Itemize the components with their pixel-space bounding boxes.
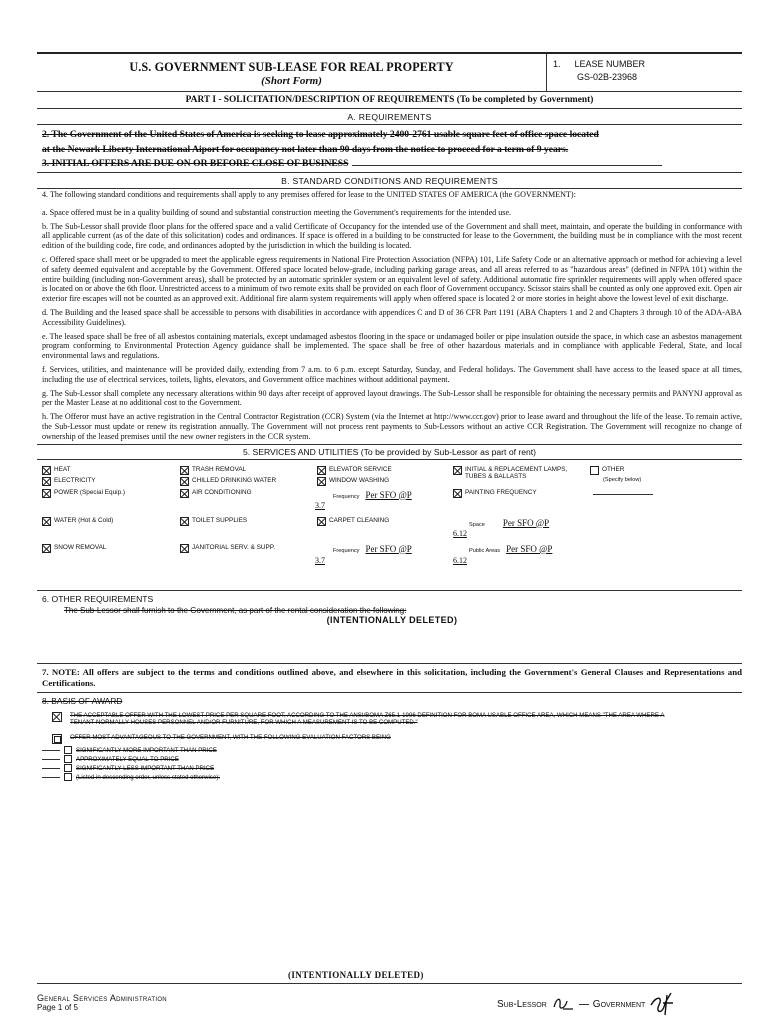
sub-lessor-label: Sub-Lessor — [497, 998, 547, 1010]
water-option[interactable] — [42, 517, 113, 526]
section-6-line: The Sub-Lessor shall furnish to the Government, as part of the rental consideration the following: — [64, 605, 407, 615]
snow-option[interactable] — [42, 544, 106, 553]
sub-option-listed[interactable] — [42, 773, 742, 782]
best-value-text: OFFER MOST ADVANTAGEOUS TO THE GOVERNMENT, WITH THE FOLLOWING EVALUATION FACTORS BEING — [70, 733, 391, 741]
requirement-3 — [37, 156, 742, 172]
space-value: Per SFO @P — [502, 517, 550, 528]
lease-form — [37, 52, 742, 782]
painting-public — [469, 544, 552, 554]
para-e: e. The leased space shall be free of all asbestos containing materials, except undamaged asbestos flooring in the space or undamaged boiler or pipe insulation outside the space, in which case an asbestos management program conforming to Environmental Protection Agency guidance shall be implemented. The space shall be free of other hazardous materials and in compliance with applicable Federal, State, and local environmental laws and regulations. — [42, 331, 742, 361]
listed-checkbox[interactable] — [64, 773, 72, 781]
other-checkbox[interactable] — [590, 466, 599, 475]
window-option[interactable] — [317, 477, 389, 486]
painting-checkbox[interactable] — [453, 489, 462, 498]
public-areas-value: Per SFO @P — [506, 543, 553, 554]
lease-number-box — [546, 54, 742, 91]
other-label: OTHER — [602, 465, 625, 473]
footer-left — [37, 993, 167, 1012]
best-value-checkbox[interactable] — [52, 734, 62, 744]
janitorial-option[interactable] — [180, 544, 275, 553]
other-specify-line[interactable] — [593, 494, 653, 495]
aircon-option[interactable] — [180, 489, 252, 498]
para-g: g. The Sub-Lessor shall complete any necessary alterations within 90 days after receipt of approved layout drawings. The Sub-Lessor shall be responsible for obtaining the necessary permits and PANYNJ approval as per the Master Lease at no additional cost to the Government. — [42, 388, 742, 408]
equal-text: APPROXIMATELY EQUAL TO PRICE — [76, 755, 179, 763]
janitorial-checkbox[interactable] — [180, 544, 189, 553]
requirement-2-line2: at the Newark Liberty International Aiport for occupancy not later than 90 days from the notice to proceed for a term of 9 years. — [42, 144, 569, 155]
chilled-water-label: CHILLED DRINKING WATER — [192, 476, 277, 484]
lamps-option[interactable] — [453, 466, 585, 481]
carpet-frequency-label: Frequency — [333, 547, 360, 554]
carpet-frequency — [333, 544, 412, 554]
section-8-title: 8. BASIS OF AWARD — [42, 695, 123, 706]
painting-space — [469, 518, 549, 528]
para-a: a. Space offered must be in a quality building of sound and substantial construction meeting the Government's requirements for the intended use. — [42, 207, 512, 217]
public-areas-label: Public Areas — [469, 547, 501, 554]
form-title: U.S. GOVERNMENT SUB-LEASE FOR REAL PROPERTY — [129, 60, 454, 74]
section-7-note: 7. NOTE: All offers are subject to the terms and conditions outlined above, and elsewhere in this solicitation, including the Government's General Clauses and Representations and Certifications. — [37, 663, 742, 692]
window-checkbox[interactable] — [317, 477, 326, 486]
footer-rule — [37, 983, 742, 984]
equal-checkbox[interactable] — [64, 755, 72, 763]
less-important-checkbox[interactable] — [64, 764, 72, 772]
lamps-checkbox[interactable] — [453, 466, 462, 475]
lease-number-value: GS-02B-23968 — [577, 72, 638, 82]
para-d: d. The Building and the leased space shall be accessible to persons with disabilities in accordance with appendices C and D of 36 CFR Part 1191 (ABA Chapters 1 and 2 and Chapters 3 through 10 of the ADA-ABA Accessibility Guidelines). — [42, 307, 742, 327]
carpet-label: CARPET CLEANING — [329, 516, 390, 524]
elevator-label: ELEVATOR SERVICE — [329, 465, 392, 473]
part1-heading: PART I - SOLICITATION/DESCRIPTION OF REQUIREMENTS (To be completed by Government) — [37, 92, 742, 109]
more-important-text: SIGNIFICANTLY MORE IMPORTANT THAN PRICE — [76, 746, 217, 754]
form-header — [37, 52, 742, 92]
other-option[interactable] — [590, 466, 624, 475]
less-important-text: SIGNIFICANTLY LESS IMPORTANT THAN PRICE — [76, 764, 215, 772]
para-f: f. Services, utilities, and maintenance will be provided daily, extending from 7 a.m. to 6 p.m. except Saturday, Sunday, and Federal holidays. The Government shall have access to the leased space at all times, including the use of electrical services, toilets, lights, elevators, and Government office machines without additional payment. — [42, 364, 742, 384]
aircon-label: AIR CONDITIONING — [192, 488, 252, 496]
lease-number-index: 1. — [553, 59, 561, 69]
sub-option-equal[interactable] — [42, 755, 742, 764]
carpet-ref: 3.7 — [315, 555, 325, 565]
other-note: (Specify below) — [603, 476, 642, 483]
heat-checkbox[interactable] — [42, 466, 51, 475]
painting-label: PAINTING FREQUENCY — [465, 488, 537, 496]
section-5-heading: 5. SERVICES AND UTILITIES (To be provided by Sub-Lessor as part of rent) — [37, 444, 742, 460]
trash-option[interactable] — [180, 466, 246, 475]
para-4: 4. The following standard conditions and requirements shall apply to any premises offered for lease to the UNITED STATES OF AMERICA (the GOVERNMENT): — [42, 190, 576, 199]
public-ref: 6.12 — [453, 555, 467, 565]
electricity-checkbox[interactable] — [42, 477, 51, 486]
award-option-lowest-price[interactable] — [42, 712, 742, 727]
window-frequency-value: Per SFO @P — [365, 489, 412, 500]
water-label: WATER (Hot & Cold) — [54, 516, 114, 524]
elevator-checkbox[interactable] — [317, 466, 326, 475]
water-checkbox[interactable] — [42, 517, 51, 526]
space-label: Space — [469, 521, 485, 528]
footer-page: Page 1 of 5 — [37, 1003, 78, 1012]
toilet-option[interactable] — [180, 517, 247, 526]
footer-agency: General Services Administration — [37, 993, 167, 1003]
carpet-option[interactable] — [317, 517, 389, 526]
section-6-deleted: (INTENTIONALLY DELETED) — [326, 614, 458, 625]
aircon-checkbox[interactable] — [180, 489, 189, 498]
toilet-checkbox[interactable] — [180, 517, 189, 526]
requirement-3-text: 3. INITIAL OFFERS ARE DUE ON OR BEFORE CLOSE OF BUSINESS — [42, 158, 349, 169]
chilled-water-checkbox[interactable] — [180, 477, 189, 486]
section-6-title: 6. OTHER REQUIREMENTS — [42, 593, 154, 604]
elevator-option[interactable] — [317, 466, 392, 475]
heat-label: HEAT — [54, 465, 71, 473]
power-checkbox[interactable] — [42, 489, 51, 498]
services-grid — [37, 460, 742, 590]
para-b: b. The Sub-Lessor shall provide floor plans for the offered space and a valid Certificate of Occupancy for the intended use of the Government and shall meet, maintain, and operate the building in conformance with all applicable current (as of the date of this solicitation) codes and ordinances. If space is offered in a building to be constructed for lease to the Government, the building must be in compliance with the most recent edition of the building code, fire code, and ordinances adopted by the jurisdiction in which the building is located. — [42, 221, 742, 251]
more-important-checkbox[interactable] — [64, 746, 72, 754]
award-option-best-value[interactable] — [42, 734, 742, 744]
footer-initials — [497, 991, 675, 1017]
frequency-label: Frequency — [333, 493, 360, 500]
sub-option-less[interactable] — [42, 764, 742, 773]
trash-checkbox[interactable] — [180, 466, 189, 475]
electricity-label: ELECTRICITY — [54, 476, 96, 484]
window-ref: 3.7 — [315, 500, 325, 510]
sub-option-more[interactable] — [42, 746, 742, 755]
sub-lessor-initials-signature — [551, 995, 575, 1013]
snow-label: SNOW REMOVAL — [54, 543, 107, 551]
space-ref: 6.12 — [453, 528, 467, 538]
para-h: h. The Offeror must have an active registration in the Central Contractor Registration (CCR) System (via the Internet at http://www.ccr.gov) prior to lease award and throughout the life of the lease. To remain active, the Sub-Lessor must update or renew its registration annually. The Government will not process rent payments to Sub-Lessors without an active CCR Registration. The Government will recognize no change of ownership of the leased premises until the new owner registers in the CCR system. — [42, 412, 742, 441]
section-6 — [37, 590, 742, 625]
section-8-deleted: (INTENTIONALLY DELETED) — [288, 970, 424, 980]
requirement-2-line1: 2. The Government of the United States of America is seeking to lease approximately 2400-2761 usable square feet of office space located — [42, 129, 599, 140]
government-initials-signature — [649, 991, 675, 1017]
carpet-frequency-value: Per SFO @P — [365, 543, 412, 554]
carpet-checkbox[interactable] — [317, 517, 326, 526]
power-option[interactable] — [42, 489, 125, 498]
chilled-water-option[interactable] — [180, 477, 276, 486]
lamps-label: INITIAL & REPLACEMENT LAMPS, TUBES & BALLASTS — [465, 465, 568, 481]
window-frequency — [333, 490, 412, 500]
para-c: c. Offered space shall meet or be upgraded to meet the applicable egress requirements in National Fire Protection Association (NFPA) 101, Life Safety Code or an alternative approach or method for achieving a level of safety deemed equivalent and acceptable by the Government. Offered space located below-grade, including parking garage areas, and all areas referred to as "hazardous areas" (defined in NFPA 101) within the entire building (including non-Government areas), shall be protected by an automatic sprinkler system or an equivalent level of safety. Additional automatic fire sprinkler requirements will apply when offered space is located on or above the 6th floor. Unrestricted access to a minimum of two remote exits shall be provided on each floor of Government occupancy. Scissor stairs shall be counted as only one approved exit. Open air exterior fire escapes will not be counted as an approved exit. Additional fire alarm system requirements will apply when offered space is located 2 or more stories in height above the lowest level of exit discharge. — [42, 254, 742, 304]
section-a-heading: A. REQUIREMENTS — [37, 109, 742, 125]
janitorial-label: JANITORIAL SERV. & SUPP. — [192, 543, 275, 551]
section-8 — [37, 692, 742, 782]
painting-option[interactable] — [453, 489, 537, 498]
form-title-block — [37, 54, 546, 91]
lowest-price-checkbox[interactable] — [52, 712, 62, 722]
form-subtitle: (Short Form) — [261, 75, 322, 87]
toilet-label: TOILET SUPPLIES — [192, 516, 248, 524]
trash-label: TRASH REMOVAL — [192, 465, 247, 473]
electricity-option[interactable] — [42, 477, 96, 486]
section-b-heading: B. STANDARD CONDITIONS AND REQUIREMENTS — [37, 172, 742, 189]
window-label: WINDOW WASHING — [329, 476, 390, 484]
snow-checkbox[interactable] — [42, 544, 51, 553]
lease-number-label: LEASE NUMBER — [574, 59, 646, 69]
listed-text: (Listed in descending order, unless stated otherwise): — [76, 773, 220, 781]
power-label: POWER (Special Equip.) — [54, 488, 126, 496]
heat-option[interactable] — [42, 466, 71, 475]
lowest-price-text: THE ACCEPTABLE OFFER WITH THE LOWEST PRICE PER SQUARE FOOT, ACCORDING TO THE ANSI/BOMA Z65.1-1996 DEFINITION FOR BOMA USABLE OFFICE AREA, WHICH MEANS "THE AREA WHERE A TENANT NORMALLY HOUSES PERSONNEL AND/OR FURNITURE, FOR WHICH A MEASUREMENT IS TO BE COMPUTED." — [70, 711, 665, 727]
due-date-blank — [352, 165, 662, 166]
government-label: Government — [592, 998, 646, 1010]
